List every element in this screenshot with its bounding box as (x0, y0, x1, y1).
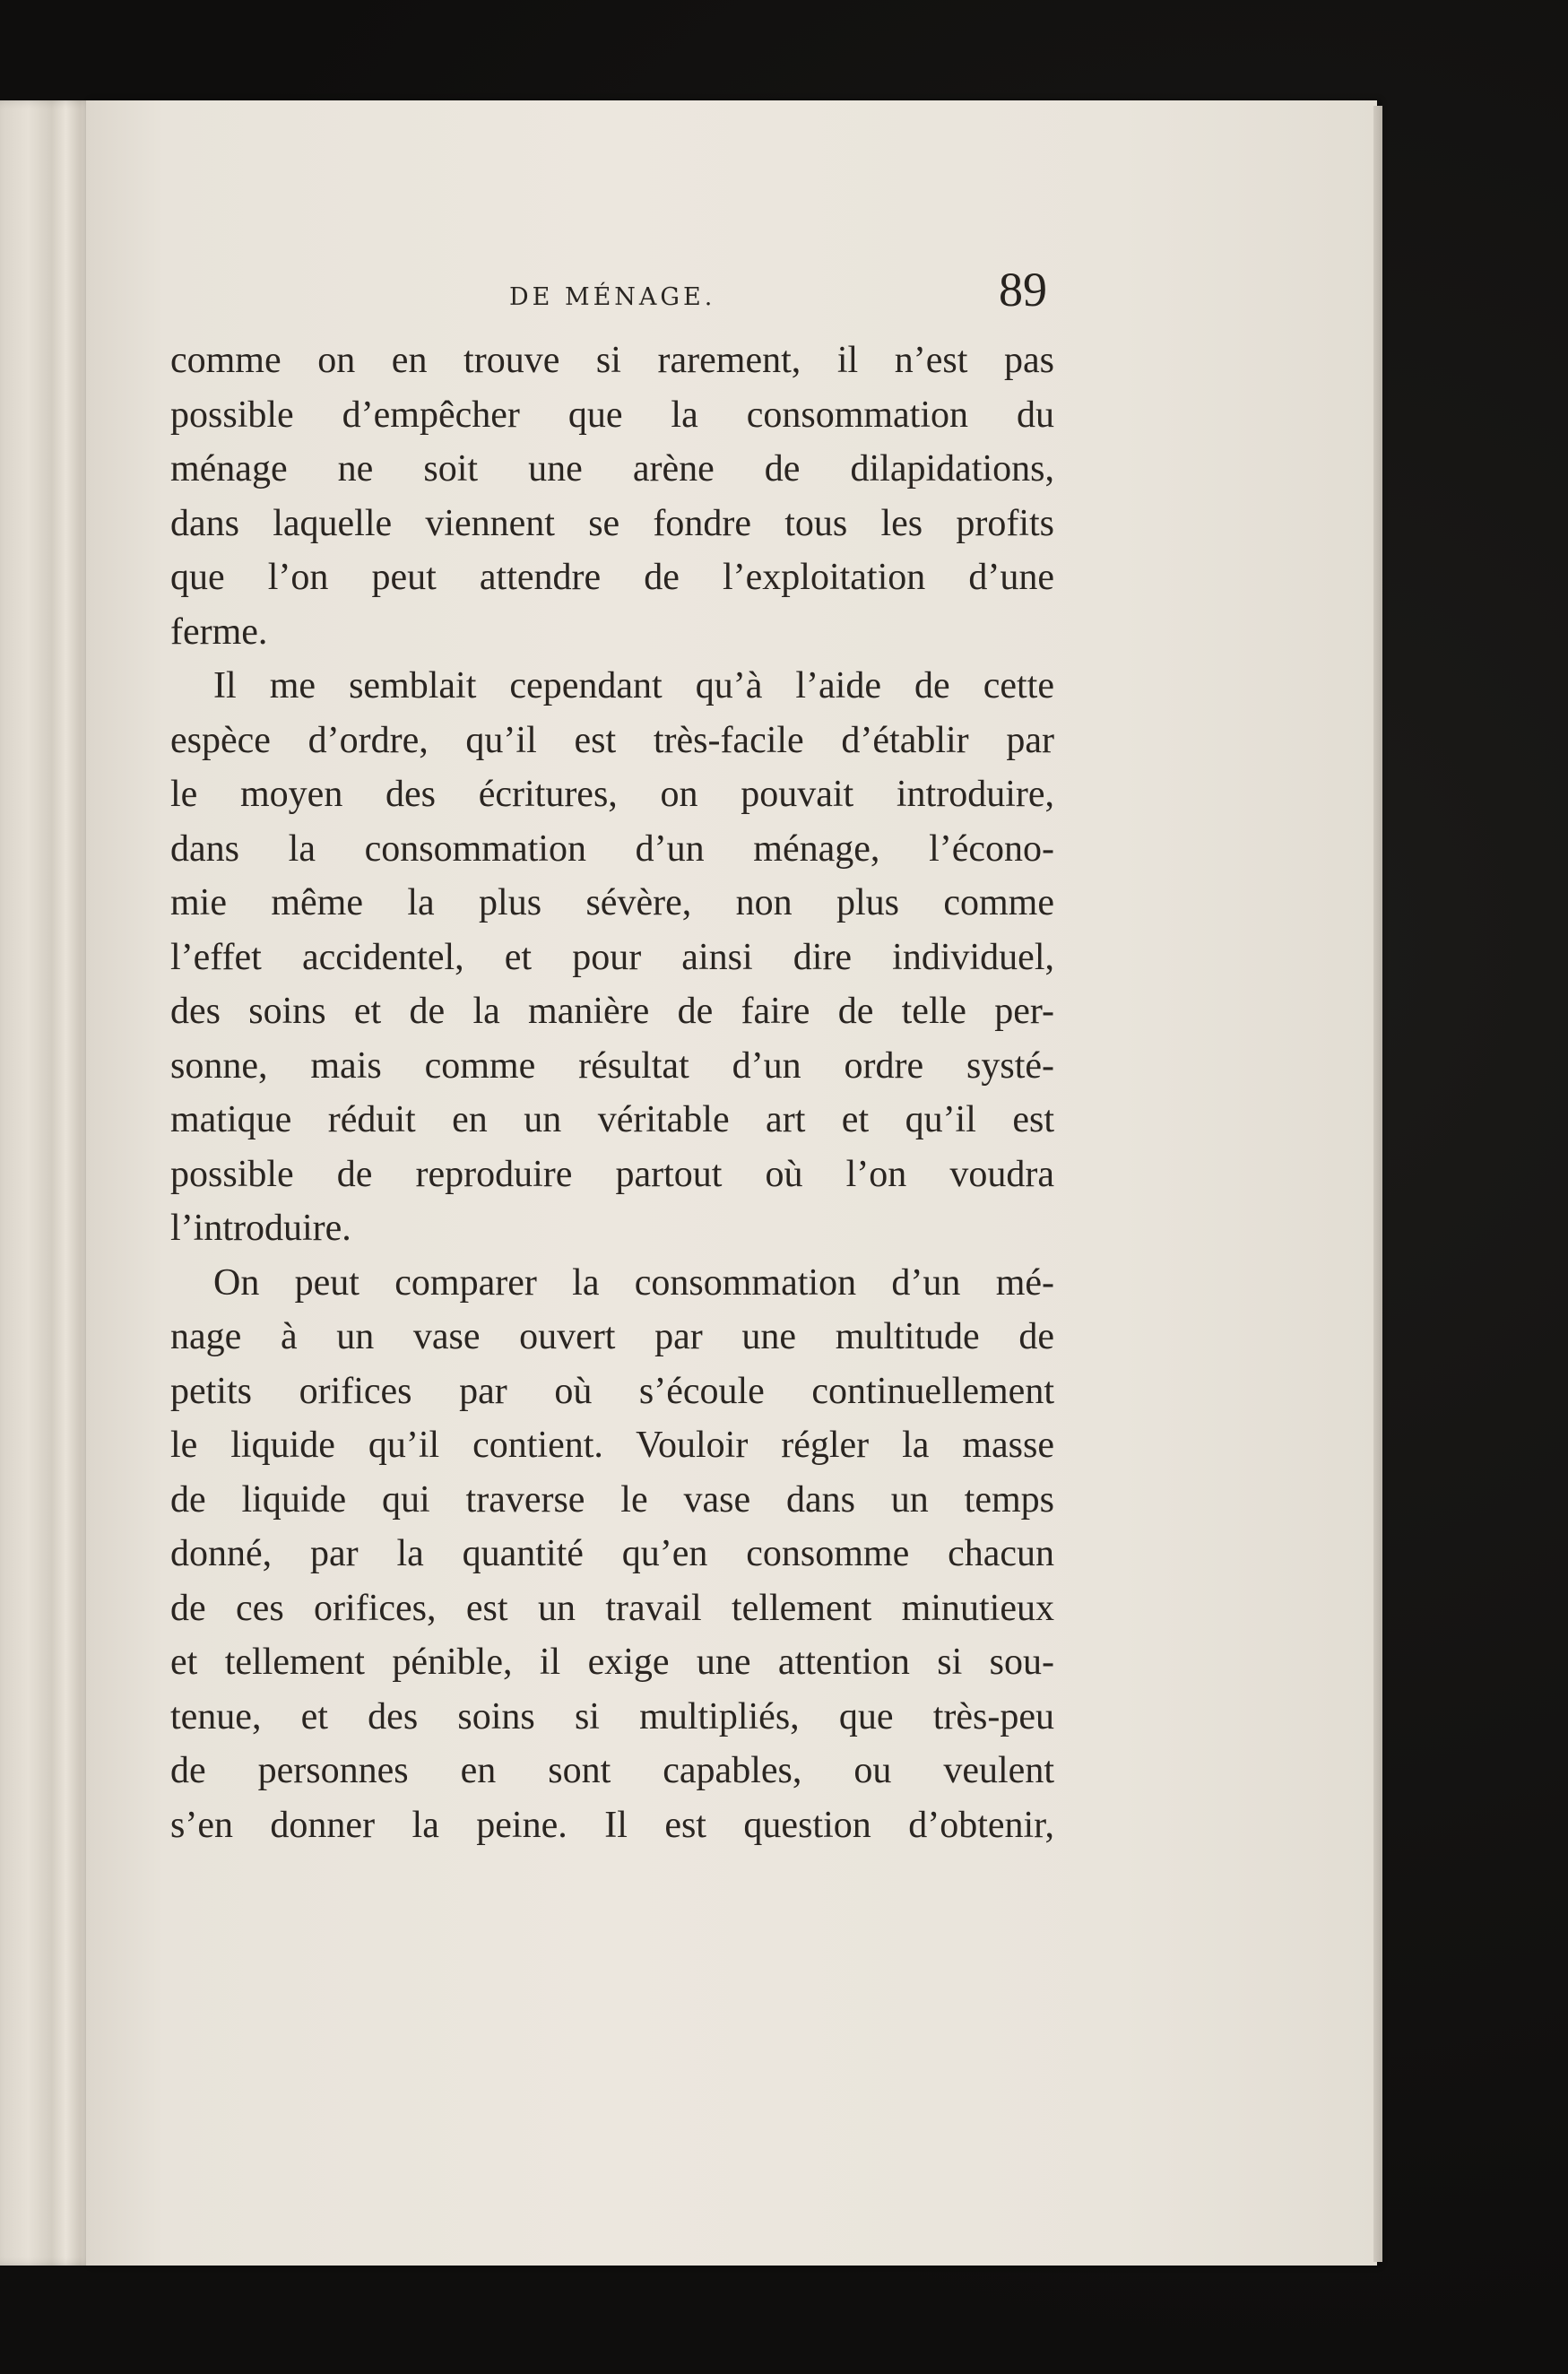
body-text (170, 334, 1054, 1852)
text-line: possible de reproduire partout où l’on voudra (170, 1153, 1054, 1195)
text-line: dans la consommation d’un ménage, l’écono- (170, 827, 1054, 870)
text-line: des soins et de la manière de faire de telle per- (170, 991, 1054, 1032)
text-line: matique réduit en un véritable art et qu’il est (170, 1099, 1054, 1140)
text-line: sonne, mais comme résultat d’un ordre systé- (170, 1044, 1054, 1087)
text-line: l’effet accidentel, et pour ainsi dire individuel, (170, 936, 1054, 978)
text-line: de liquide qui traverse le vase dans un temps (170, 1478, 1054, 1521)
text-line: et tellement pénible, il exige une attention si sou- (170, 1642, 1054, 1683)
text-line: l’introduire. (170, 1208, 351, 1249)
text-line: nage à un vase ouvert par une multitude de (170, 1316, 1054, 1357)
running-head: DE MÉNAGE. (509, 283, 716, 311)
text-line: dans laquelle viennent se fondre tous les profits (170, 502, 1054, 544)
text-line: mie même la plus sévère, non plus comme (170, 882, 1054, 923)
text-line: donné, par la quantité qu’en consomme chacun (170, 1533, 1054, 1574)
text-line: ferme. (170, 611, 268, 653)
text-line: comme on en trouve si rarement, il n’est pas (170, 340, 1054, 381)
text-line: tenue, et des soins si multipliés, que très-peu (170, 1695, 1054, 1737)
text-line: le liquide qu’il contient. Vouloir régler la masse (170, 1425, 1054, 1466)
paragraph-start-line: On peut comparer la consommation d’un mé- (213, 1261, 1054, 1304)
paragraph-start-line: Il me semblait cependant qu’à l’aide de cette (213, 665, 1054, 706)
text-line: que l’on peut attendre de l’exploitation d’une (170, 557, 1054, 598)
text-line: de personnes en sont capables, ou veulent (170, 1750, 1054, 1791)
text-line: possible d’empêcher que la consommation du (170, 394, 1054, 436)
text-line: ménage ne soit une arène de dilapidations, (170, 448, 1054, 490)
text-line: petits orifices par où s’écoule continuellement (170, 1370, 1054, 1412)
text-line: s’en donner la peine. Il est question d’obtenir, (170, 1804, 1054, 1846)
text-line: espèce d’ordre, qu’il est très-facile d’établir par (170, 719, 1054, 761)
page-number: 89 (999, 263, 1047, 316)
page-edge (1373, 106, 1382, 2262)
left-page-stack (0, 100, 94, 2266)
text-line: le moyen des écritures, on pouvait introduire, (170, 774, 1054, 815)
text-line: de ces orifices, est un travail tellement minutieux (170, 1587, 1054, 1629)
